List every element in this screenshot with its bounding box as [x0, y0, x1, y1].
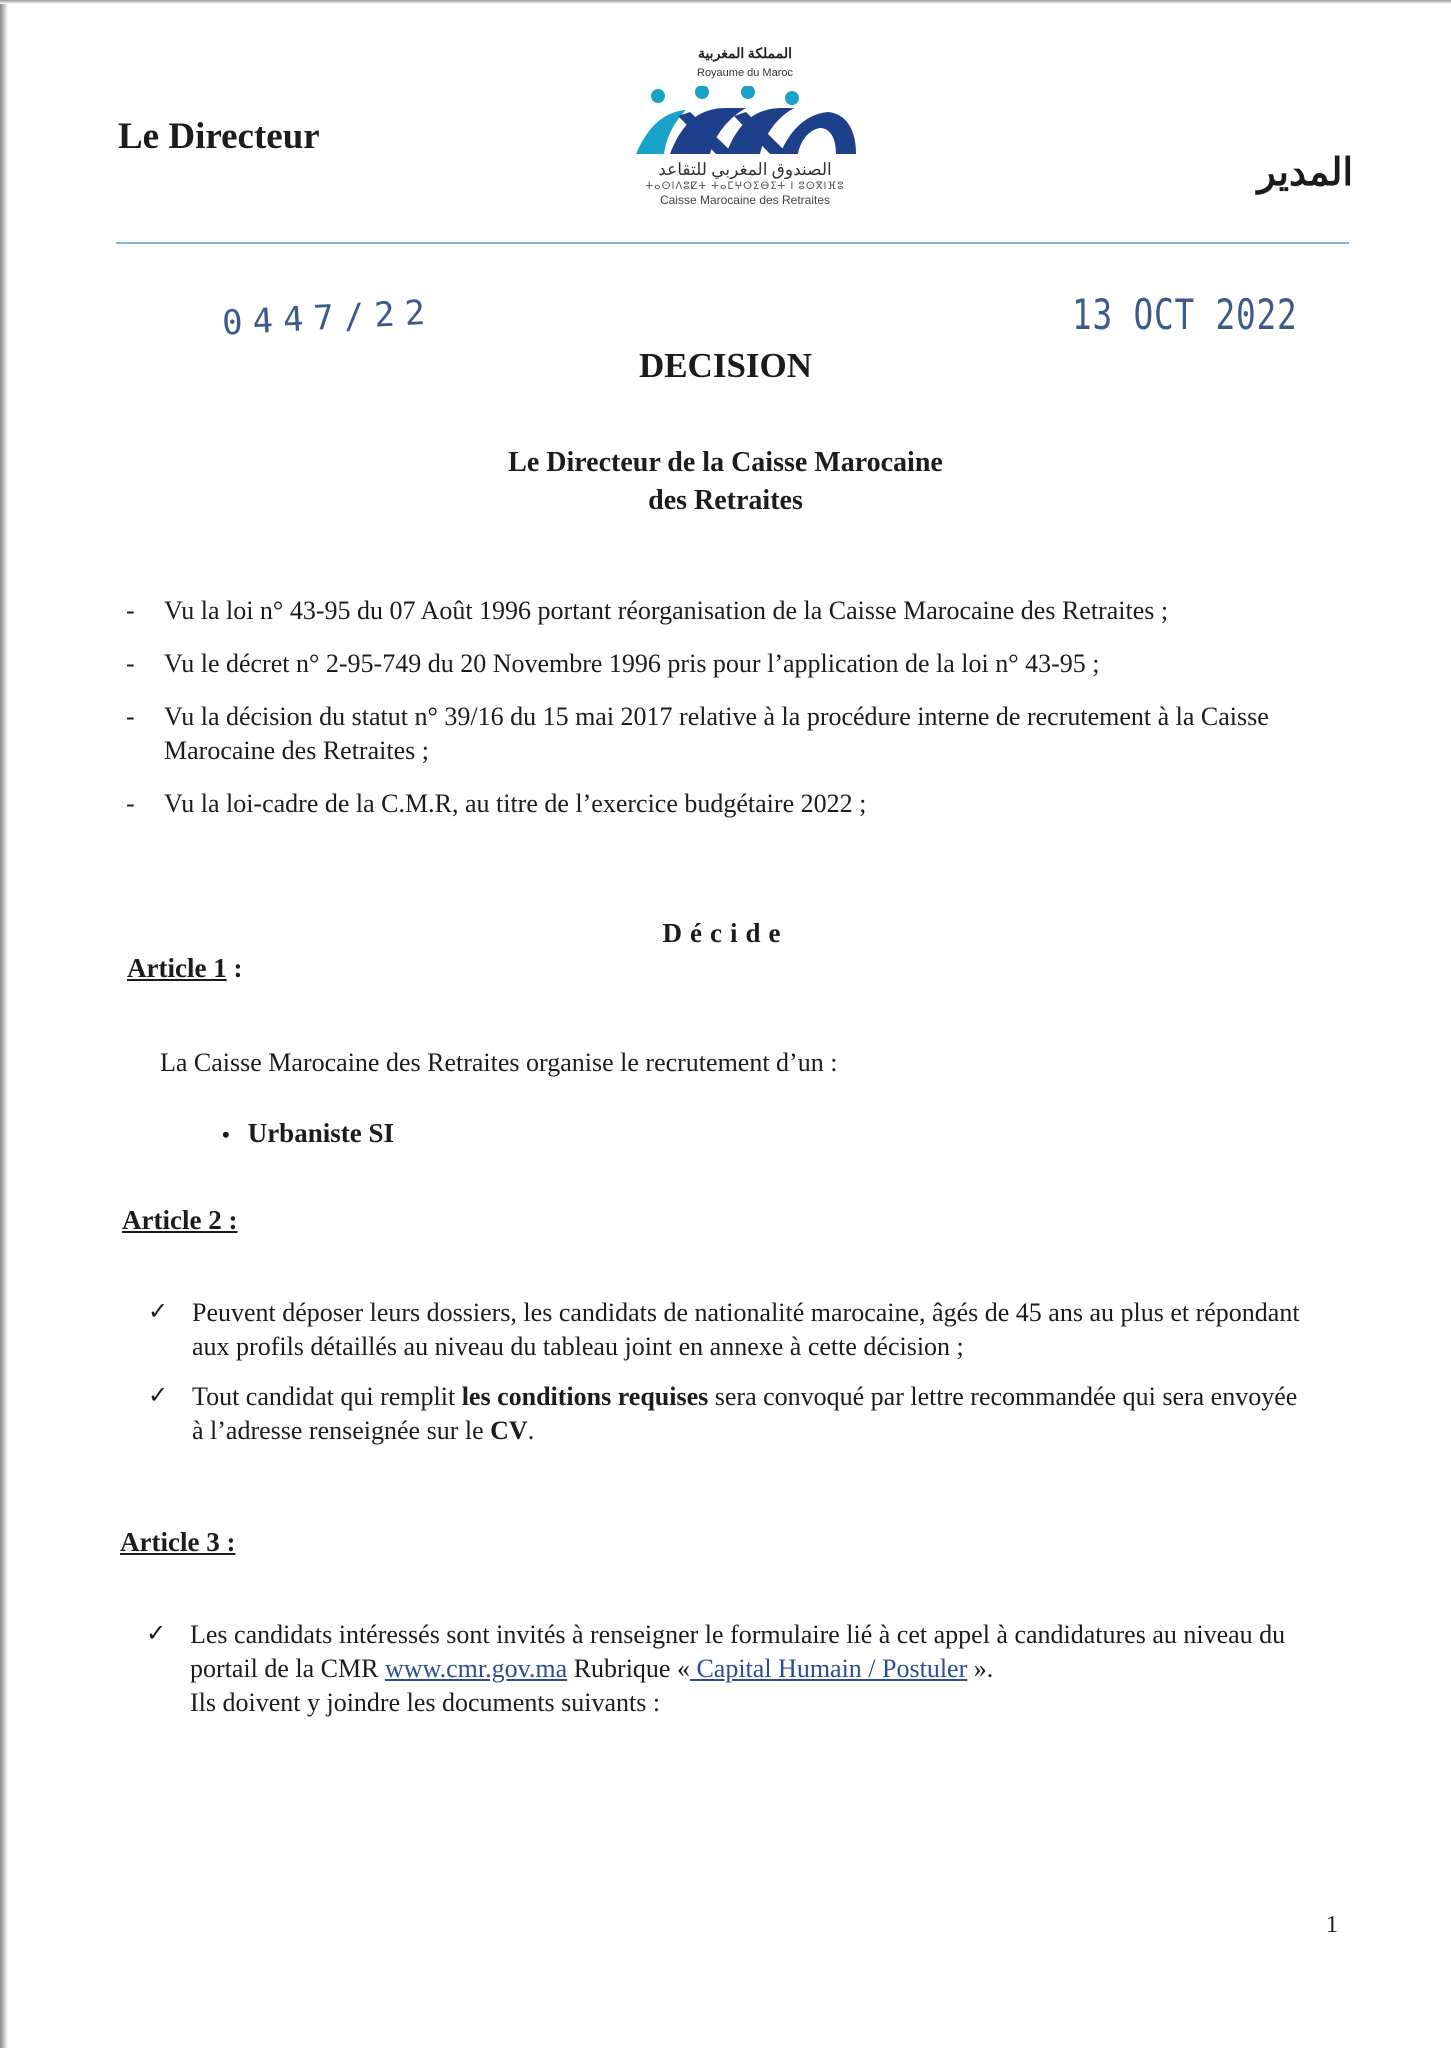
article-2-item-text-start: Tout candidat qui remplit: [192, 1382, 462, 1411]
subtitle-line-1: Le Directeur de la Caisse Marocaine: [508, 447, 943, 478]
scan-top-edge: [0, 0, 1451, 4]
article-2-label: Article 2 :: [122, 1205, 238, 1235]
cmr-website-link[interactable]: www.cmr.gov.ma: [384, 1654, 568, 1683]
article-2-list: [148, 1296, 1308, 1464]
article-2-item: [148, 1380, 1308, 1448]
bullet-icon: •: [222, 1122, 230, 1147]
checkmark-icon: ✓: [146, 1619, 167, 1647]
header-divider: [116, 242, 1349, 244]
header-left-title: Le Directeur: [118, 116, 320, 157]
article-3-label: Article 3 :: [120, 1527, 236, 1557]
header-right-title: المدير: [1257, 152, 1353, 194]
cmr-logo: [600, 46, 890, 208]
list-dash: -: [126, 596, 135, 625]
article-1-colon: :: [226, 953, 243, 983]
date-stamp: 13 OCT 2022: [1072, 290, 1298, 339]
cmr-emblem-icon: [630, 86, 860, 158]
position-title: Urbaniste SI: [247, 1118, 394, 1148]
list-dash: -: [126, 649, 135, 678]
consideration-text: Vu la loi-cadre de la C.M.R, au titre de l’exercice budgétaire 2022 ;: [164, 789, 867, 818]
article-1-text: La Caisse Marocaine des Retraites organise le recrutement d’un :: [160, 1048, 838, 1077]
logo-kingdom-ar: المملكة المغربية: [697, 47, 793, 62]
consideration-item: [126, 594, 1336, 628]
consideration-text: Vu la décision du statut n° 39/16 du 15 mai 2017 relative à la procédure interne de recrutement à la Caisse Marocaine des Retraites ;: [164, 702, 1269, 765]
document-title: DECISION: [638, 346, 813, 385]
scan-left-edge: [0, 0, 8, 2048]
article-3-list: [146, 1618, 1306, 1736]
article-2-bold-cv: CV: [490, 1416, 528, 1445]
logo-org-ar: الصندوق المغربي للتقاعد: [658, 160, 832, 179]
document-subtitle: [0, 444, 1451, 520]
logo-org-tifinagh: ⵜⴰⵙⵏⴷⵓⵇⵜ ⵜⴰⵎⵖⵔⵉⴱⵉⵜ ⵏ ⵓⵙⴳⵏⴼⵓ: [645, 181, 845, 192]
page-number: 1: [1326, 1912, 1338, 1938]
article-2-item-text-mid: sera convoqué par lettre recommandée qui sera envoyée à l’adresse renseignée sur le: [192, 1382, 1298, 1445]
article-2-item: [148, 1296, 1308, 1364]
article-2-item-text: Peuvent déposer leurs dossiers, les candidats de nationalité marocaine, âgés de 45 ans au plus et répondant aux profils détaillés au niveau du tableau joint en annexe à cette décision ;: [192, 1298, 1300, 1361]
checkmark-icon: ✓: [148, 1297, 169, 1325]
list-dash: -: [126, 702, 135, 731]
logo-kingdom-fr: Royaume du Maroc: [697, 67, 793, 79]
article-3-heading: [120, 1527, 235, 1558]
consideration-text: Vu la loi n° 43-95 du 07 Août 1996 portant réorganisation de la Caisse Marocaine des Retraites ;: [164, 596, 1169, 625]
consideration-item: [126, 787, 1336, 821]
decide-heading: Décide: [662, 918, 789, 948]
capital-humain-link[interactable]: Capital Humain / Postuler: [689, 1654, 968, 1683]
consideration-item: [126, 647, 1336, 681]
position-item: [222, 1118, 394, 1149]
checkmark-icon: ✓: [148, 1381, 169, 1409]
article-2-bold-conditions: les conditions requises: [461, 1382, 709, 1411]
article-3-item: [146, 1618, 1306, 1720]
subtitle-line-2: des Retraites: [648, 485, 803, 516]
article-1-heading: [127, 953, 242, 984]
article-1-label: Article 1: [127, 953, 227, 983]
considerations-list: [126, 594, 1336, 840]
consideration-text: Vu le décret n° 2-95-749 du 20 Novembre 1996 pris pour l’application de la loi n° 43-95 ;: [164, 649, 1100, 678]
reference-stamp: 0447/22: [221, 292, 437, 344]
article-3-text-rubrique: Rubrique «: [567, 1654, 690, 1683]
article-3-text-start: Les candidats intéressés sont invités à renseigner le formulaire lié à cet appel à candidatures au niveau du portail de la CMR: [190, 1620, 1286, 1683]
consideration-item: [126, 700, 1336, 768]
article-3-text-close: ».: [967, 1654, 994, 1683]
list-dash: -: [126, 789, 135, 818]
article-2-item-text-end: .: [527, 1416, 535, 1445]
article-2-heading: [122, 1205, 237, 1236]
logo-org-fr: Caisse Marocaine des Retraites: [659, 193, 831, 207]
article-3-text-docs: Ils doivent y joindre les documents suivants :: [190, 1688, 661, 1717]
